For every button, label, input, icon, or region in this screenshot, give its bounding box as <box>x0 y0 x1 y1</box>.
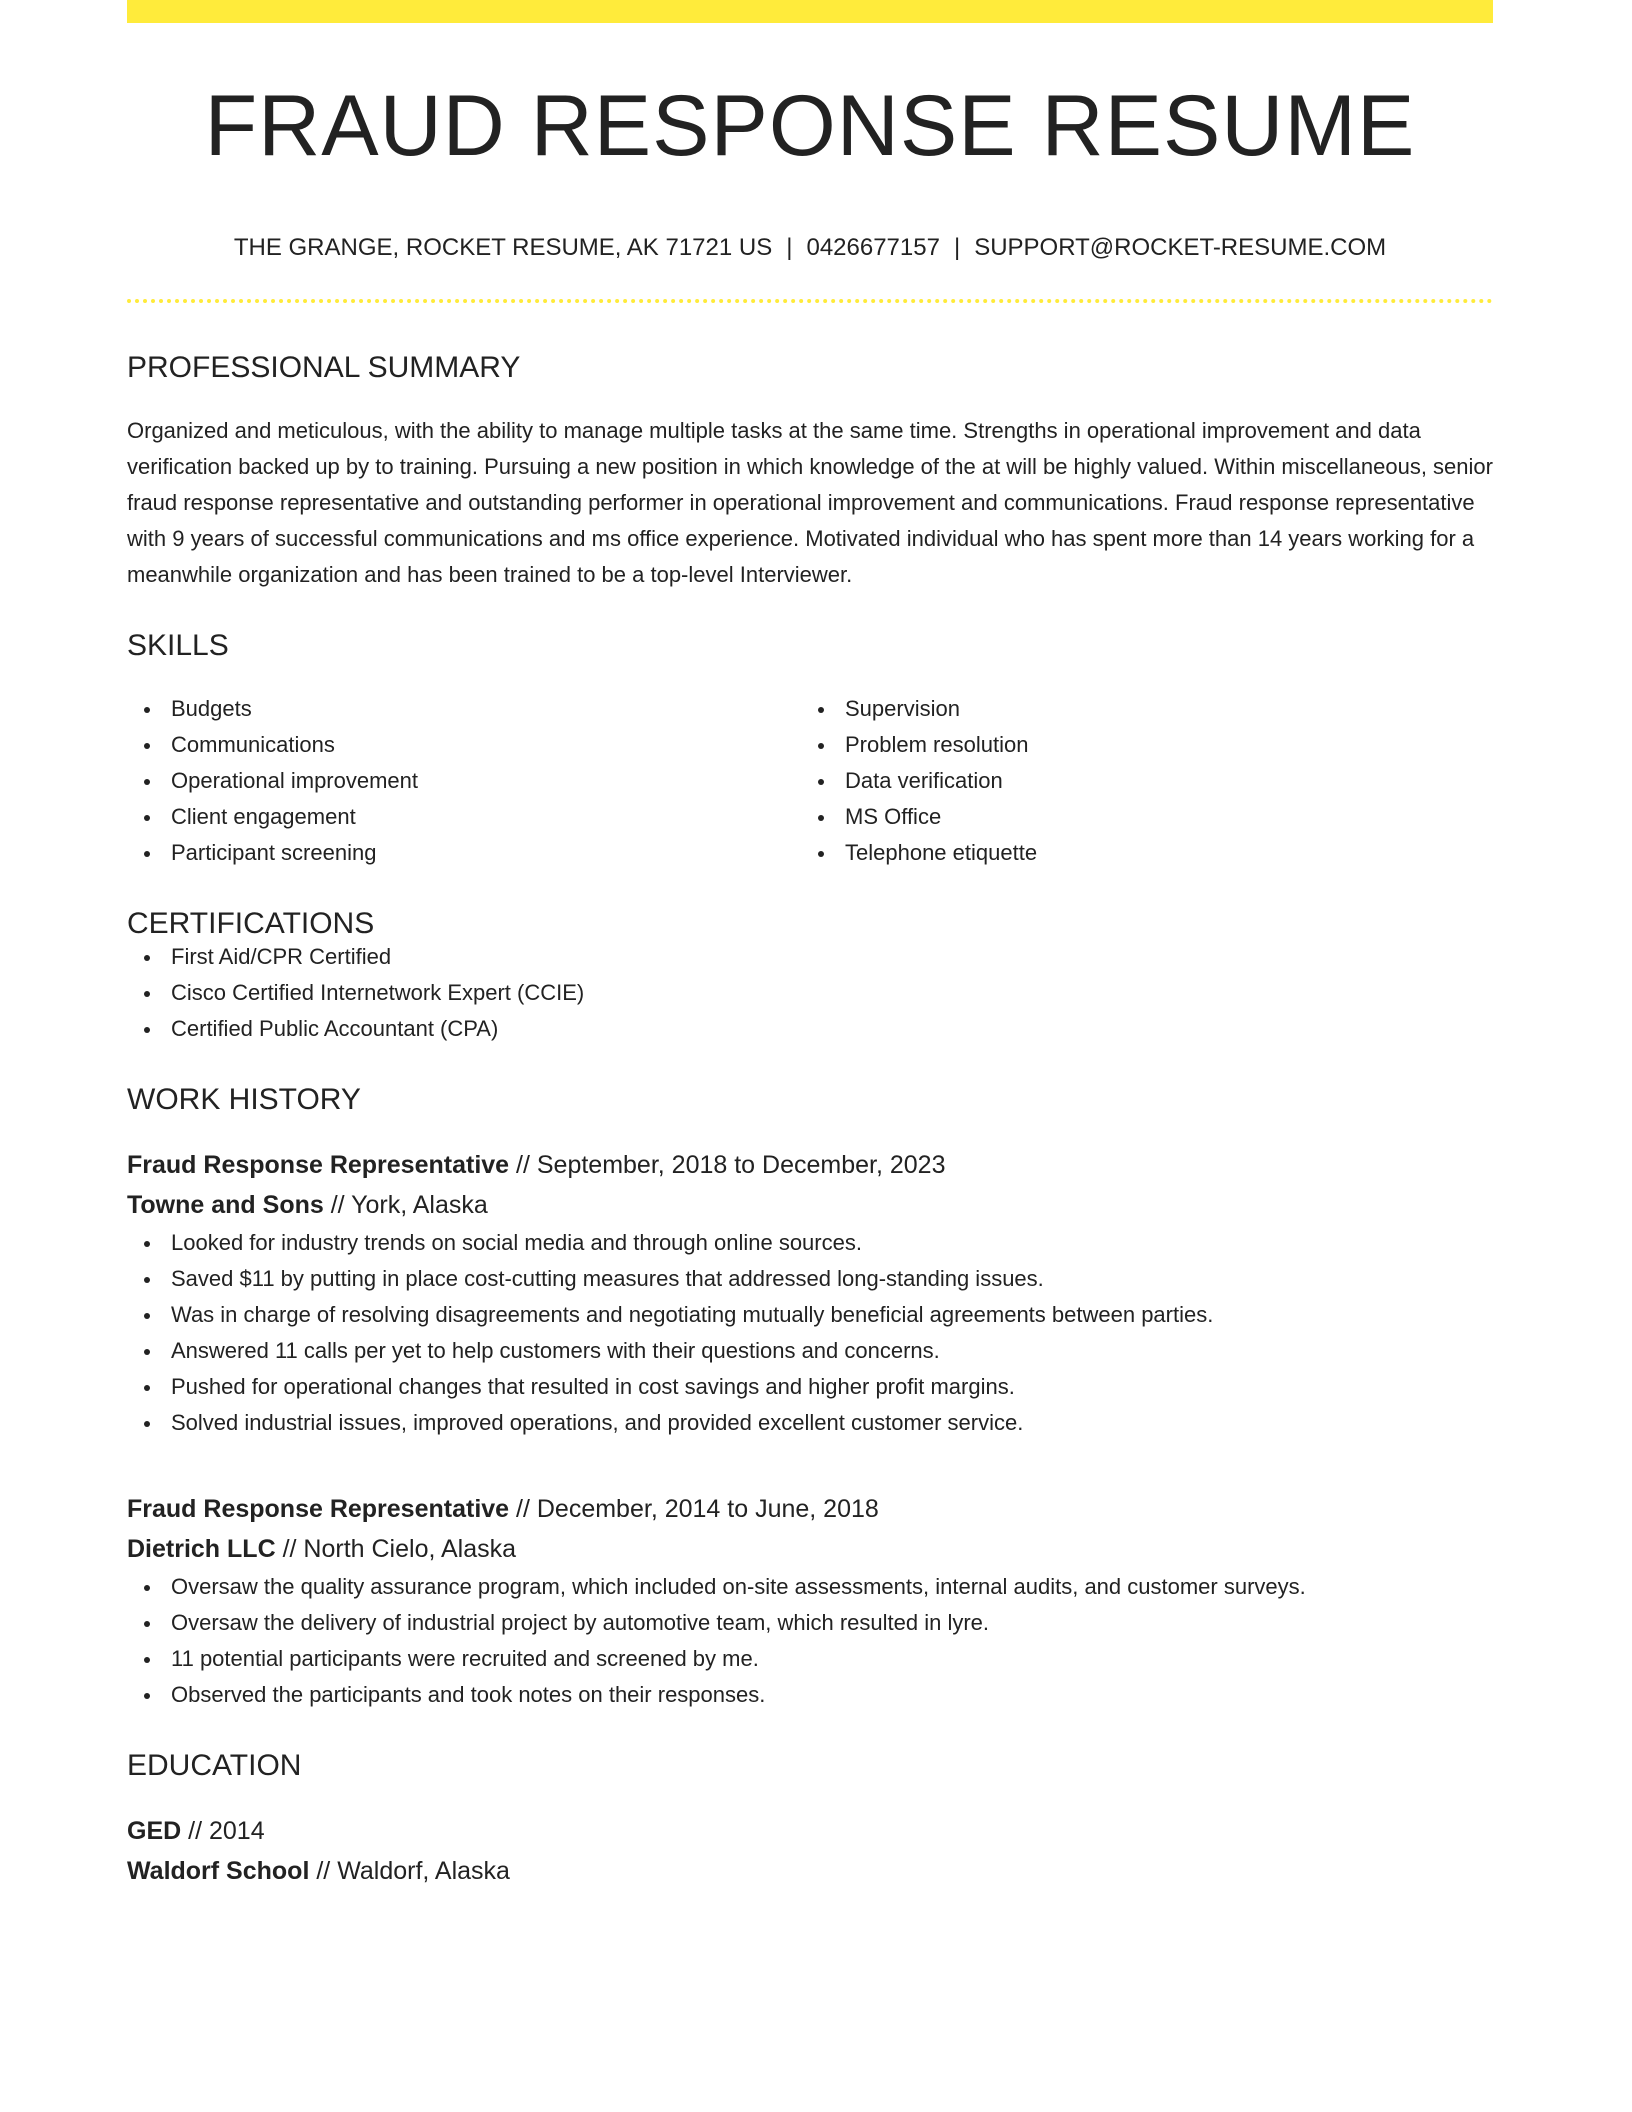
bullet-icon <box>144 1585 150 1591</box>
skills-list-left <box>127 691 801 871</box>
list-item <box>801 835 1475 871</box>
duty-text: Solved industrial issues, improved operations, and provided excellent customer service. <box>171 1410 1024 1436</box>
education-school-line <box>127 1851 1493 1891</box>
skill-label: MS Office <box>845 804 942 830</box>
school-name: Waldorf School <box>127 1857 310 1886</box>
skills-list-right <box>801 691 1475 871</box>
list-item <box>127 975 1493 1011</box>
bullet-icon <box>818 779 824 785</box>
skill-label: Budgets <box>171 696 252 722</box>
bullet-icon <box>144 1349 150 1355</box>
certifications-list <box>127 939 1493 1047</box>
separator: // <box>309 1857 338 1886</box>
list-item <box>801 727 1475 763</box>
list-item <box>801 691 1475 727</box>
bullet-icon <box>818 815 824 821</box>
job-dates: September, 2018 to December, 2023 <box>536 1151 946 1180</box>
job-role-line <box>127 1145 1493 1185</box>
duty-text: Was in charge of resolving disagreements and negotiating mutually beneficial agreements between parties. <box>171 1302 1214 1328</box>
skills-heading: SKILLS <box>127 629 229 663</box>
list-item <box>127 691 801 727</box>
bullet-icon <box>144 1693 150 1699</box>
job-dates: December, 2014 to June, 2018 <box>536 1495 879 1524</box>
education-degree-line <box>127 1811 1493 1851</box>
separator: // <box>275 1535 304 1564</box>
skill-label: Operational improvement <box>171 768 419 794</box>
separator: // <box>509 1495 537 1524</box>
duty-text: Oversaw the delivery of industrial project by automotive team, which resulted in lyre. <box>171 1610 990 1636</box>
bullet-icon <box>818 707 824 713</box>
bullet-icon <box>144 955 150 961</box>
job-company-line <box>127 1185 1493 1225</box>
certifications-heading: CERTIFICATIONS <box>127 907 375 941</box>
bullet-icon <box>144 991 150 997</box>
job-entry <box>127 1145 1493 1441</box>
separator: // <box>509 1151 537 1180</box>
skill-label: Participant screening <box>171 840 377 866</box>
bullet-icon <box>144 1657 150 1663</box>
duty-text: 11 potential participants were recruited and screened by me. <box>171 1646 759 1672</box>
bullet-icon <box>144 1241 150 1247</box>
top-accent-bar <box>127 0 1493 23</box>
duty-text: Looked for industry trends on social media and through online sources. <box>171 1230 862 1256</box>
separator: // <box>181 1817 209 1846</box>
list-item <box>127 1569 1493 1605</box>
resume-title: FRAUD RESPONSE RESUME <box>204 78 1416 174</box>
bullet-icon <box>144 1313 150 1319</box>
skill-label: Communications <box>171 732 335 758</box>
separator: // <box>323 1191 352 1220</box>
bullet-icon <box>144 851 150 857</box>
bullet-icon <box>144 1385 150 1391</box>
job-role: Fraud Response Representative <box>127 1151 510 1180</box>
skills-column-right <box>801 691 1475 871</box>
job-company: Towne and Sons <box>127 1191 324 1220</box>
list-item <box>127 835 801 871</box>
degree: GED <box>127 1817 182 1846</box>
list-item <box>127 939 1493 975</box>
separator: | <box>953 234 961 261</box>
education-entry <box>127 1811 1493 1891</box>
bullet-icon <box>144 1277 150 1283</box>
job-company-line <box>127 1529 1493 1569</box>
job-role: Fraud Response Representative <box>127 1495 510 1524</box>
education-heading: EDUCATION <box>127 1749 302 1783</box>
separator: | <box>786 234 793 261</box>
list-item <box>127 1011 1493 1047</box>
duty-text: Saved $11 by putting in place cost-cutting measures that addressed long-standing issues. <box>171 1266 1044 1292</box>
address: THE GRANGE, ROCKET RESUME, AK 71721 US <box>233 234 773 261</box>
skill-label: Supervision <box>845 696 960 722</box>
bullet-icon <box>144 1621 150 1627</box>
list-item <box>127 1225 1493 1261</box>
bullet-icon <box>144 743 150 749</box>
bullet-icon <box>144 1421 150 1427</box>
list-item <box>127 1641 1493 1677</box>
list-item <box>127 1369 1493 1405</box>
list-item <box>801 799 1475 835</box>
phone: 0426677157 <box>806 234 940 261</box>
skill-label: Telephone etiquette <box>845 840 1038 866</box>
bullet-icon <box>144 1027 150 1033</box>
bullet-icon <box>818 743 824 749</box>
job-location: York, Alaska <box>351 1191 488 1220</box>
work-history-heading: WORK HISTORY <box>127 1083 361 1117</box>
skills-column-left <box>127 691 801 871</box>
certification-label: Cisco Certified Internetwork Expert (CCIE) <box>171 980 585 1006</box>
job-duties-list <box>127 1569 1493 1713</box>
school-location: Waldorf, Alaska <box>337 1857 510 1886</box>
resume-page <box>127 0 1493 1891</box>
graduation-year: 2014 <box>208 1817 265 1846</box>
certification-label: First Aid/CPR Certified <box>171 944 392 970</box>
skill-label: Data verification <box>845 768 1003 794</box>
bullet-icon <box>818 851 824 857</box>
list-item <box>127 1297 1493 1333</box>
skill-label: Client engagement <box>171 804 356 830</box>
contact-line <box>127 235 1493 261</box>
duty-text: Observed the participants and took notes on their responses. <box>171 1682 766 1708</box>
summary-text: Organized and meticulous, with the ability to manage multiple tasks at the same time. Strengths in operational improvement and data verification backed up by to training. Pursuing a new position in which knowledge of the at will be highly valued. Within miscellaneous, senior fraud response representative and outstanding performer in operational improvement and communications. Fraud response representative with 9 years of successful communications and ms office experience. Motivated individual who has spent more than 14 years working for a meanwhile organization and has been trained to be a top-level Interviewer. <box>127 418 1493 588</box>
list-item <box>127 763 801 799</box>
bullet-icon <box>144 707 150 713</box>
duty-text: Answered 11 calls per yet to help customers with their questions and concerns. <box>171 1338 940 1364</box>
list-item <box>127 1677 1493 1713</box>
job-company: Dietrich LLC <box>127 1535 276 1564</box>
list-item <box>127 799 801 835</box>
list-item <box>127 727 801 763</box>
list-item <box>801 763 1475 799</box>
certification-label: Certified Public Accountant (CPA) <box>171 1016 499 1042</box>
duty-text: Pushed for operational changes that resulted in cost savings and higher profit margins. <box>171 1374 1015 1400</box>
list-item <box>127 1333 1493 1369</box>
skills-grid <box>127 691 1493 871</box>
list-item <box>127 1405 1493 1441</box>
summary-heading: PROFESSIONAL SUMMARY <box>127 351 521 385</box>
duty-text: Oversaw the quality assurance program, which included on-site assessments, internal audits, and customer surveys. <box>171 1574 1306 1600</box>
email: SUPPORT@ROCKET-RESUME.COM <box>974 234 1387 261</box>
job-entry <box>127 1489 1493 1713</box>
bullet-icon <box>144 815 150 821</box>
list-item <box>127 1261 1493 1297</box>
skill-label: Problem resolution <box>845 732 1029 758</box>
job-location: North Cielo, Alaska <box>303 1535 517 1564</box>
job-duties-list <box>127 1225 1493 1441</box>
bullet-icon <box>144 779 150 785</box>
dotted-divider <box>127 299 1493 303</box>
list-item <box>127 1605 1493 1641</box>
job-role-line <box>127 1489 1493 1529</box>
